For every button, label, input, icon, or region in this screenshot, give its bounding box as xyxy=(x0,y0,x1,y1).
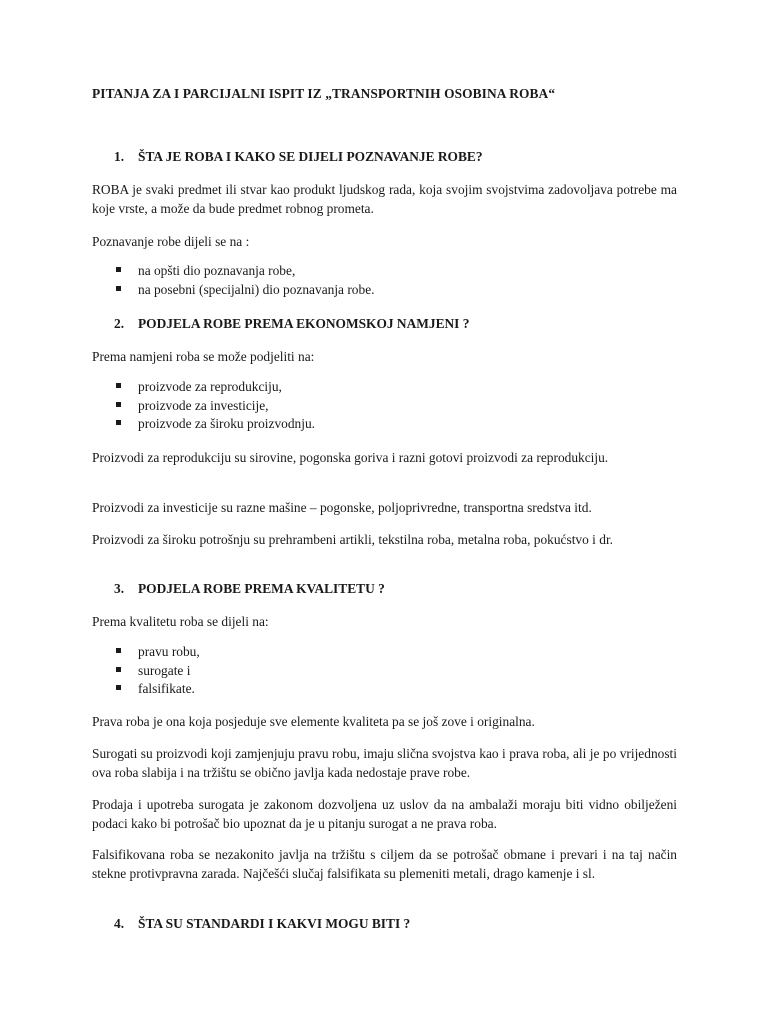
section-heading xyxy=(114,916,677,932)
list-item xyxy=(92,415,677,434)
document-title: PITANJA ZA I PARCIJALNI ISPIT IZ „TRANSPORTNIH OSOBINA ROBA“ xyxy=(92,86,556,101)
bullet-icon xyxy=(116,286,121,291)
bullet-icon xyxy=(116,383,121,388)
paragraph: Falsifikovana roba se nezakonito javlja na tržištu s ciljem da se potrošač obmane i prevari i na taj način stekne protivpravna zarada. Najčešći slučaj falsifikata su plemeniti metali, drago kamenje i sl. xyxy=(92,847,677,881)
section-heading xyxy=(114,581,677,597)
section-3-body-1 xyxy=(92,712,677,731)
paragraph: Prava roba je ona koja posjeduje sve elemente kvaliteta pa se još zove i originalna. xyxy=(92,714,535,729)
section-3 xyxy=(92,581,677,597)
paragraph: Prodaja i upotreba surogata je zakonom dozvoljena uz uslov da na ambalaži moraju biti vidno obilježeni podaci kako bi potrošač bio upoznat da je u pitanju surogat a ne prava roba. xyxy=(92,797,677,831)
paragraph: Proizvodi za investicije su razne mašine – pogonske, poljoprivredne, transportna sredstva itd. xyxy=(92,500,592,515)
paragraph: Prema namjeni roba se može podjeliti na: xyxy=(92,349,315,364)
bullet-list xyxy=(92,378,677,434)
list-item-text: proizvode za reprodukciju, xyxy=(138,379,282,394)
list-item-text: proizvode za široku proizvodnju. xyxy=(138,416,316,431)
section-2-body-3 xyxy=(92,530,677,549)
list-item-text: falsifikate. xyxy=(138,681,195,696)
section-heading-text: ŠTA SU STANDARDI I KAKVI MOGU BITI ? xyxy=(138,916,411,931)
paragraph: Poznavanje robe dijeli se na : xyxy=(92,234,250,249)
bullet-icon xyxy=(116,685,121,690)
section-number: 1. xyxy=(114,149,125,164)
section-1-body xyxy=(92,180,677,218)
paragraph: Surogati su proizvodi koji zamjenjuju pravu robu, imaju slična svojstva kao i prava roba, ali je po vrijednosti ova roba slabija i na tržištu se obično javlja kada nedostaje prave robe. xyxy=(92,746,677,780)
section-heading xyxy=(114,316,677,332)
section-4 xyxy=(92,916,677,932)
bullet-list xyxy=(92,643,677,699)
list-item-text: proizvode za investicije, xyxy=(138,397,269,413)
list-item xyxy=(92,643,677,662)
bullet-list xyxy=(92,262,677,299)
bullet-icon xyxy=(116,420,121,425)
section-2 xyxy=(92,316,677,332)
section-heading xyxy=(114,149,677,165)
bullet-icon xyxy=(116,648,121,653)
section-3-intro xyxy=(92,612,677,631)
list-item-text: na opšti dio poznavanja robe, xyxy=(138,263,296,278)
section-number: 3. xyxy=(114,581,125,596)
section-number: 2. xyxy=(114,316,125,331)
list-item xyxy=(92,262,677,281)
section-3-bullets xyxy=(92,643,677,699)
paragraph: Proizvodi za široku potrošnju su prehrambeni artikli, tekstilna roba, metalna roba, pokućstvo i dr. xyxy=(92,532,614,547)
section-1-intro xyxy=(92,232,677,251)
list-item-text: pravu robu, xyxy=(138,644,200,659)
section-1 xyxy=(92,149,677,165)
paragraph: ROBA je svaki predmet ili stvar kao produkt ljudskog rada, koja svojim svojstvima zadovoljava potrebe ma koje vrste, a može da bude predmet robnog prometa. xyxy=(92,182,677,216)
paragraph: Proizvodi za reprodukciju su sirovine, pogonska goriva i razni gotovi proizvodi za reprodukciju. xyxy=(92,450,609,465)
section-number: 4. xyxy=(114,916,125,931)
bullet-icon xyxy=(116,667,121,672)
paragraph: Prema kvalitetu roba se dijeli na: xyxy=(92,614,269,629)
section-3-body-4 xyxy=(92,845,677,883)
section-2-body-2 xyxy=(92,498,677,517)
section-heading-text: ŠTA JE ROBA I KAKO SE DIJELI POZNAVANJE ROBE? xyxy=(138,149,483,164)
list-item-text: na posebni (specijalni) dio poznavanja robe. xyxy=(138,281,375,297)
section-2-bullets xyxy=(92,378,677,434)
bullet-icon xyxy=(116,402,121,407)
section-2-intro xyxy=(92,347,677,366)
list-item xyxy=(92,281,677,300)
list-item xyxy=(92,378,677,397)
bullet-icon xyxy=(116,267,121,272)
section-1-bullets xyxy=(92,262,677,299)
section-3-body-3 xyxy=(92,795,677,833)
section-heading-text: PODJELA ROBE PREMA EKONOMSKOJ NAMJENI ? xyxy=(138,316,470,331)
section-2-body-1 xyxy=(92,448,677,467)
list-item xyxy=(92,397,677,416)
list-item xyxy=(92,680,677,699)
section-3-body-2 xyxy=(92,744,677,782)
list-item-text: surogate i xyxy=(138,662,191,678)
section-heading-text: PODJELA ROBE PREMA KVALITETU ? xyxy=(138,581,385,596)
list-item xyxy=(92,662,677,681)
